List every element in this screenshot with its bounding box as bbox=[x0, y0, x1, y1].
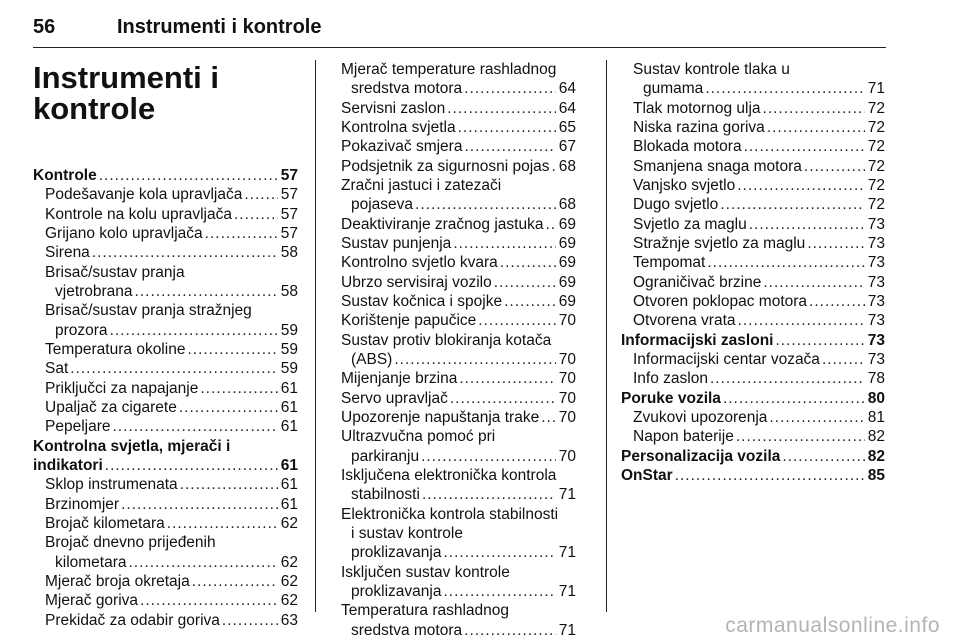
dot-leader bbox=[200, 379, 277, 398]
toc-entry-text: Podešavanje kola upravljača bbox=[45, 186, 243, 204]
toc-page-number: 73 bbox=[867, 273, 885, 291]
toc-entry[interactable] bbox=[621, 311, 885, 330]
toc-entry[interactable] bbox=[341, 369, 576, 388]
toc-page-number: 73 bbox=[867, 292, 885, 310]
toc-entry-text: proklizavanja bbox=[351, 544, 442, 562]
toc-entry[interactable] bbox=[341, 60, 576, 99]
toc-entry-text: Sustav kočnica i spojke bbox=[341, 292, 503, 310]
toc-entry[interactable] bbox=[341, 273, 576, 292]
dot-leader bbox=[807, 234, 864, 253]
toc-entry-text: Upozorenje napuštanja trake bbox=[341, 408, 540, 426]
toc-entry-text: Sirena bbox=[45, 244, 90, 262]
toc-page-number: 61 bbox=[280, 495, 298, 513]
dot-leader bbox=[707, 253, 864, 272]
toc-page-number: 62 bbox=[280, 572, 298, 590]
toc-entry[interactable] bbox=[621, 137, 885, 156]
toc-entry-text: Pokazivač smjera bbox=[341, 138, 463, 156]
dot-leader bbox=[113, 417, 278, 436]
toc-page-number: 64 bbox=[558, 80, 576, 98]
toc-entry-text: prozora bbox=[55, 321, 108, 339]
toc-entry[interactable] bbox=[341, 466, 576, 505]
toc-page-number: 72 bbox=[867, 176, 885, 194]
toc-entry[interactable] bbox=[621, 447, 885, 466]
toc-entry-text: Deaktiviranje zračnog jastuka bbox=[341, 215, 544, 233]
toc-entry-text: Mjerač temperature rashladnog bbox=[341, 61, 557, 78]
toc-page-number: 85 bbox=[867, 466, 885, 484]
dot-leader bbox=[99, 166, 278, 185]
toc-entry-text: Servisni zaslon bbox=[341, 99, 446, 117]
toc-entry-text: Sustav protiv blokiranja kotača bbox=[341, 331, 552, 349]
toc-entry[interactable] bbox=[621, 369, 885, 388]
toc-entry[interactable] bbox=[341, 311, 576, 330]
toc-entries bbox=[341, 60, 576, 640]
toc-entry-text: Temperatura okoline bbox=[45, 340, 186, 358]
header-rule bbox=[33, 47, 886, 48]
toc-page-number: 69 bbox=[558, 234, 576, 252]
toc-entry[interactable] bbox=[33, 533, 298, 572]
dot-leader bbox=[494, 273, 556, 292]
toc-entry-text: Otvoren poklopac motora bbox=[633, 292, 808, 310]
toc-page-number: 61 bbox=[280, 418, 298, 436]
watermark: carmanualsonline.info bbox=[725, 614, 940, 637]
toc-entry[interactable] bbox=[341, 389, 576, 408]
dot-leader bbox=[244, 185, 277, 204]
dot-leader bbox=[394, 350, 555, 369]
toc-page-number: 70 bbox=[558, 312, 576, 330]
dot-leader bbox=[443, 582, 555, 601]
toc-page-number: 61 bbox=[280, 379, 298, 397]
toc-entry-text: Blokada motora bbox=[633, 138, 742, 156]
toc-page-number: 63 bbox=[280, 611, 298, 629]
toc-page-number: 70 bbox=[558, 350, 576, 368]
dot-leader bbox=[782, 447, 864, 466]
toc-entry-text: Kontrole bbox=[33, 167, 97, 184]
toc-entry-text: Isključen sustav kontrole bbox=[341, 563, 510, 581]
dot-leader bbox=[450, 389, 556, 408]
toc-page-number: 78 bbox=[867, 370, 885, 388]
toc-entry[interactable] bbox=[341, 118, 576, 137]
dot-leader bbox=[541, 408, 556, 427]
toc-entry[interactable] bbox=[621, 273, 885, 292]
toc-entry-text: Napon baterije bbox=[633, 428, 734, 446]
toc-entry-text: Ograničivač brzine bbox=[633, 273, 762, 291]
toc-entry-text: Kontrolno svjetlo kvara bbox=[341, 254, 498, 272]
toc-entry-text: vjetrobrana bbox=[55, 282, 133, 300]
toc-entry-text: sredstva motora bbox=[351, 621, 463, 639]
toc-entry-text: Korištenje papučice bbox=[341, 312, 477, 330]
toc-entry-text: indikatori bbox=[33, 456, 103, 474]
toc-page-number: 59 bbox=[280, 360, 298, 378]
toc-entry-text: Elektronička kontrola stabilnosti bbox=[341, 505, 559, 523]
toc-page-number: 71 bbox=[867, 80, 885, 98]
toc-entry[interactable] bbox=[33, 379, 298, 398]
toc-entry[interactable] bbox=[33, 224, 298, 243]
toc-entry-text: Podsjetnik za sigurnosni pojas bbox=[341, 157, 550, 175]
toc-page-number: 61 bbox=[280, 476, 298, 494]
toc-page-number: 73 bbox=[867, 312, 885, 330]
toc-page-number: 70 bbox=[558, 408, 576, 426]
toc-column-1 bbox=[33, 62, 298, 630]
toc-entry-text: Tlak motornog ulja bbox=[633, 99, 761, 117]
dot-leader bbox=[421, 447, 556, 466]
dot-leader bbox=[769, 408, 864, 427]
toc-entries bbox=[33, 166, 298, 630]
toc-page-number: 69 bbox=[558, 254, 576, 272]
toc-entry[interactable] bbox=[33, 611, 298, 630]
dot-leader bbox=[822, 350, 865, 369]
toc-entry[interactable] bbox=[621, 253, 885, 272]
toc-page-number: 69 bbox=[558, 273, 576, 291]
dot-leader bbox=[447, 99, 556, 118]
toc-entry-text: Informacijski centar vozača bbox=[633, 350, 820, 368]
page-number: 56 bbox=[33, 16, 56, 38]
dot-leader bbox=[552, 157, 556, 176]
toc-page-number: 81 bbox=[867, 408, 885, 426]
toc-entry-text: Sklop instrumenata bbox=[45, 476, 178, 494]
toc-entry-text: stabilnosti bbox=[351, 486, 420, 504]
toc-column-2 bbox=[341, 60, 576, 640]
toc-entry-text: Personalizacija vozila bbox=[621, 447, 781, 465]
toc-entry-text: Sustav kontrole tlaka u bbox=[633, 61, 790, 78]
dot-leader bbox=[140, 591, 278, 610]
toc-entry[interactable] bbox=[341, 215, 576, 234]
toc-page-number: 72 bbox=[867, 99, 885, 117]
toc-entry[interactable] bbox=[33, 475, 298, 494]
dot-leader bbox=[110, 321, 278, 340]
toc-page-number: 72 bbox=[867, 196, 885, 214]
dot-leader bbox=[504, 292, 556, 311]
toc-entry[interactable] bbox=[341, 176, 576, 215]
toc-entry[interactable] bbox=[341, 157, 576, 176]
toc-page-number: 62 bbox=[280, 553, 298, 571]
toc-page-number: 73 bbox=[867, 350, 885, 368]
toc-entry[interactable] bbox=[341, 505, 576, 563]
toc-page-number: 70 bbox=[558, 447, 576, 465]
toc-page-number: 62 bbox=[280, 592, 298, 610]
dot-leader bbox=[737, 176, 865, 195]
toc-entry-text: Ubrzo servisiraj vozilo bbox=[341, 273, 492, 291]
dot-leader bbox=[459, 369, 555, 388]
toc-entry-text: (ABS) bbox=[351, 350, 393, 368]
toc-page-number: 64 bbox=[558, 99, 576, 117]
toc-entry[interactable] bbox=[621, 466, 885, 485]
dot-leader bbox=[763, 99, 865, 118]
toc-entry-text: sredstva motora bbox=[351, 80, 463, 98]
dot-leader bbox=[135, 282, 278, 301]
chapter-title-line: kontrole bbox=[33, 91, 156, 126]
toc-entry[interactable] bbox=[33, 359, 298, 378]
dot-leader bbox=[723, 389, 865, 408]
toc-page-number: 80 bbox=[867, 389, 885, 407]
dot-leader bbox=[443, 543, 555, 562]
toc-entry[interactable] bbox=[33, 185, 298, 204]
dot-leader bbox=[167, 514, 278, 533]
toc-entry[interactable] bbox=[621, 292, 885, 311]
toc-entry[interactable] bbox=[341, 427, 576, 466]
toc-page-number: 71 bbox=[558, 621, 576, 639]
toc-entry-text: Poruke vozila bbox=[621, 389, 721, 407]
toc-entry-text: Kontrole na kolu upravljača bbox=[45, 205, 232, 223]
toc-entry-text: Sustav punjenja bbox=[341, 234, 452, 252]
dot-leader bbox=[121, 495, 278, 514]
dot-leader bbox=[775, 331, 864, 350]
toc-page-number: 72 bbox=[867, 118, 885, 136]
toc-entry-text: pojaseva bbox=[351, 196, 414, 214]
toc-entry[interactable] bbox=[33, 417, 298, 436]
dot-leader bbox=[710, 369, 865, 388]
chapter-title bbox=[33, 62, 298, 166]
toc-page-number: 73 bbox=[867, 254, 885, 272]
dot-leader bbox=[809, 292, 865, 311]
toc-page-number: 70 bbox=[558, 389, 576, 407]
toc-page-number: 72 bbox=[867, 157, 885, 175]
toc-page-number: 72 bbox=[867, 138, 885, 156]
toc-page-number: 57 bbox=[280, 167, 298, 184]
toc-entry[interactable] bbox=[33, 437, 298, 476]
toc-entry[interactable] bbox=[33, 514, 298, 533]
toc-entry[interactable] bbox=[33, 205, 298, 224]
toc-entry-text: proklizavanja bbox=[351, 582, 442, 600]
toc-entry[interactable] bbox=[341, 137, 576, 156]
toc-entry[interactable] bbox=[341, 563, 576, 602]
toc-page-number: 69 bbox=[558, 292, 576, 310]
toc-entry[interactable] bbox=[341, 292, 576, 311]
toc-page-number: 82 bbox=[867, 447, 885, 465]
toc-entry-text: Svjetlo za maglu bbox=[633, 215, 747, 233]
toc-page-number: 58 bbox=[280, 282, 298, 300]
toc-entry-text: Kontrolna svjetla bbox=[341, 118, 456, 136]
toc-page-number: 70 bbox=[558, 370, 576, 388]
toc-page-number: 61 bbox=[280, 456, 298, 474]
dot-leader bbox=[70, 359, 277, 378]
dot-leader bbox=[749, 215, 865, 234]
toc-entry[interactable] bbox=[341, 601, 576, 640]
dot-leader bbox=[92, 243, 278, 262]
toc-entry[interactable] bbox=[621, 408, 885, 427]
dot-leader bbox=[736, 427, 865, 446]
toc-entry-text: Brzinomjer bbox=[45, 495, 120, 513]
toc-entry-text: i sustav kontrole bbox=[351, 524, 463, 542]
toc-entry-text: Vanjsko svjetlo bbox=[633, 176, 736, 194]
dot-leader bbox=[763, 273, 864, 292]
toc-entry[interactable] bbox=[341, 99, 576, 118]
toc-page-number: 73 bbox=[867, 215, 885, 233]
toc-entry-text: Temperatura rashladnog bbox=[341, 602, 510, 620]
toc-entry[interactable] bbox=[341, 253, 576, 272]
toc-entry-text: Prekidač za odabir goriva bbox=[45, 611, 220, 629]
column-divider bbox=[606, 60, 607, 612]
toc-page-number: 69 bbox=[558, 215, 576, 233]
toc-entry-text: Upaljač za cigarete bbox=[45, 398, 177, 416]
toc-page-number: 67 bbox=[558, 138, 576, 156]
toc-entry-text: Priključci za napajanje bbox=[45, 379, 199, 397]
toc-entry-text: Ultrazvučna pomoć pri bbox=[341, 428, 496, 446]
toc-page-number: 65 bbox=[558, 118, 576, 136]
toc-entry[interactable] bbox=[33, 301, 298, 340]
toc-entry[interactable] bbox=[621, 157, 885, 176]
toc-entry-text: Brojač dnevno prijeđenih bbox=[45, 534, 216, 552]
toc-page-number: 71 bbox=[558, 544, 576, 562]
dot-leader bbox=[192, 572, 278, 591]
toc-entry[interactable] bbox=[33, 166, 298, 185]
dot-leader bbox=[804, 157, 865, 176]
dot-leader bbox=[205, 224, 278, 243]
dot-leader bbox=[738, 311, 865, 330]
toc-page-number: 57 bbox=[280, 205, 298, 223]
toc-entry-text: Tempomat bbox=[633, 254, 706, 272]
toc-entry[interactable] bbox=[621, 350, 885, 369]
dot-leader bbox=[545, 215, 555, 234]
dot-leader bbox=[500, 253, 556, 272]
toc-entry-text: Grijano kolo upravljača bbox=[45, 224, 203, 242]
toc-entry-text: Zračni jastuci i zatezači bbox=[341, 176, 502, 194]
toc-page-number: 57 bbox=[280, 186, 298, 204]
toc-entry-text: Dugo svjetlo bbox=[633, 196, 719, 214]
toc-page-number: 73 bbox=[867, 331, 885, 349]
toc-entries bbox=[621, 60, 885, 485]
dot-leader bbox=[744, 137, 865, 156]
dot-leader bbox=[222, 611, 278, 630]
dot-leader bbox=[464, 137, 555, 156]
toc-page-number: 71 bbox=[558, 486, 576, 504]
toc-entry[interactable] bbox=[621, 215, 885, 234]
toc-column-3 bbox=[621, 60, 885, 485]
dot-leader bbox=[180, 475, 278, 494]
toc-entry-text: gumama bbox=[643, 80, 704, 98]
dot-leader bbox=[720, 195, 864, 214]
toc-entry-text: Informacijski zasloni bbox=[621, 331, 774, 349]
toc-entry-text: Brisač/sustav pranja bbox=[45, 263, 185, 281]
toc-entry[interactable] bbox=[621, 389, 885, 408]
toc-entry[interactable] bbox=[621, 234, 885, 253]
toc-entry-text: Mjerač broja okretaja bbox=[45, 572, 190, 590]
dot-leader bbox=[705, 79, 864, 98]
toc-page-number: 82 bbox=[867, 428, 885, 446]
toc-page-number: 62 bbox=[280, 514, 298, 532]
toc-entry-text: Servo upravljač bbox=[341, 389, 448, 407]
column-divider bbox=[315, 60, 316, 612]
toc-entry-text: OnStar bbox=[621, 466, 673, 484]
chapter-title-line: Instrumenti i bbox=[33, 60, 220, 95]
toc-entry-text: Sat bbox=[45, 360, 69, 378]
toc-entry[interactable] bbox=[621, 99, 885, 118]
toc-entry-text: kilometara bbox=[55, 553, 127, 571]
toc-entry-text: Isključena elektronička kontrola bbox=[341, 466, 557, 484]
dot-leader bbox=[234, 205, 278, 224]
dot-leader bbox=[464, 79, 556, 98]
toc-entry-text: Info zaslon bbox=[633, 370, 708, 388]
toc-entry-text: Pepeljare bbox=[45, 418, 111, 436]
toc-entry[interactable] bbox=[341, 234, 576, 253]
dot-leader bbox=[464, 621, 556, 640]
toc-page-number: 61 bbox=[280, 398, 298, 416]
dot-leader bbox=[187, 340, 277, 359]
toc-entry[interactable] bbox=[621, 195, 885, 214]
toc-entry-text: Smanjena snaga motora bbox=[633, 157, 802, 175]
toc-entry-text: Mijenjanje brzina bbox=[341, 370, 458, 388]
toc-entry[interactable] bbox=[33, 495, 298, 514]
toc-page-number: 58 bbox=[280, 244, 298, 262]
toc-entry[interactable] bbox=[621, 176, 885, 195]
running-title: Instrumenti i kontrole bbox=[117, 16, 322, 38]
dot-leader bbox=[767, 118, 865, 137]
toc-page-number: 59 bbox=[280, 321, 298, 339]
toc-entry-text: Brojač kilometara bbox=[45, 514, 165, 532]
dot-leader bbox=[179, 398, 278, 417]
dot-leader bbox=[422, 485, 556, 504]
toc-entry[interactable] bbox=[33, 340, 298, 359]
page-header bbox=[33, 16, 888, 46]
toc-page-number: 73 bbox=[867, 234, 885, 252]
toc-entry-text: Brisač/sustav pranja stražnjeg bbox=[45, 302, 252, 320]
toc-page-number: 57 bbox=[280, 224, 298, 242]
toc-entry[interactable] bbox=[341, 408, 576, 427]
toc-entry[interactable] bbox=[621, 118, 885, 137]
toc-entry-text: Mjerač goriva bbox=[45, 592, 139, 610]
toc-entry-text: Niska razina goriva bbox=[633, 118, 765, 136]
toc-page-number: 59 bbox=[280, 340, 298, 358]
toc-entry[interactable] bbox=[33, 572, 298, 591]
toc-entry[interactable] bbox=[33, 243, 298, 262]
toc-entry[interactable] bbox=[33, 398, 298, 417]
toc-entry-text: Kontrolna svjetla, mjerači i bbox=[33, 437, 231, 455]
dot-leader bbox=[458, 118, 556, 137]
toc-entry[interactable] bbox=[621, 331, 885, 350]
toc-entry[interactable] bbox=[621, 427, 885, 446]
toc-entry[interactable] bbox=[341, 331, 576, 370]
dot-leader bbox=[453, 234, 555, 253]
toc-entry[interactable] bbox=[621, 60, 885, 99]
dot-leader bbox=[105, 456, 278, 475]
toc-page-number: 71 bbox=[558, 582, 576, 600]
dot-leader bbox=[129, 553, 278, 572]
toc-entry[interactable] bbox=[33, 263, 298, 302]
toc-entry-text: parkiranju bbox=[351, 447, 420, 465]
toc-page-number: 68 bbox=[558, 196, 576, 214]
toc-entry-text: Otvorena vrata bbox=[633, 312, 736, 330]
toc-entry-text: Zvukovi upozorenja bbox=[633, 408, 768, 426]
dot-leader bbox=[478, 311, 555, 330]
toc-page-number: 68 bbox=[558, 157, 576, 175]
dot-leader bbox=[675, 466, 865, 485]
toc-entry-text: Stražnje svjetlo za maglu bbox=[633, 234, 806, 252]
dot-leader bbox=[415, 195, 556, 214]
toc-entry[interactable] bbox=[33, 591, 298, 610]
